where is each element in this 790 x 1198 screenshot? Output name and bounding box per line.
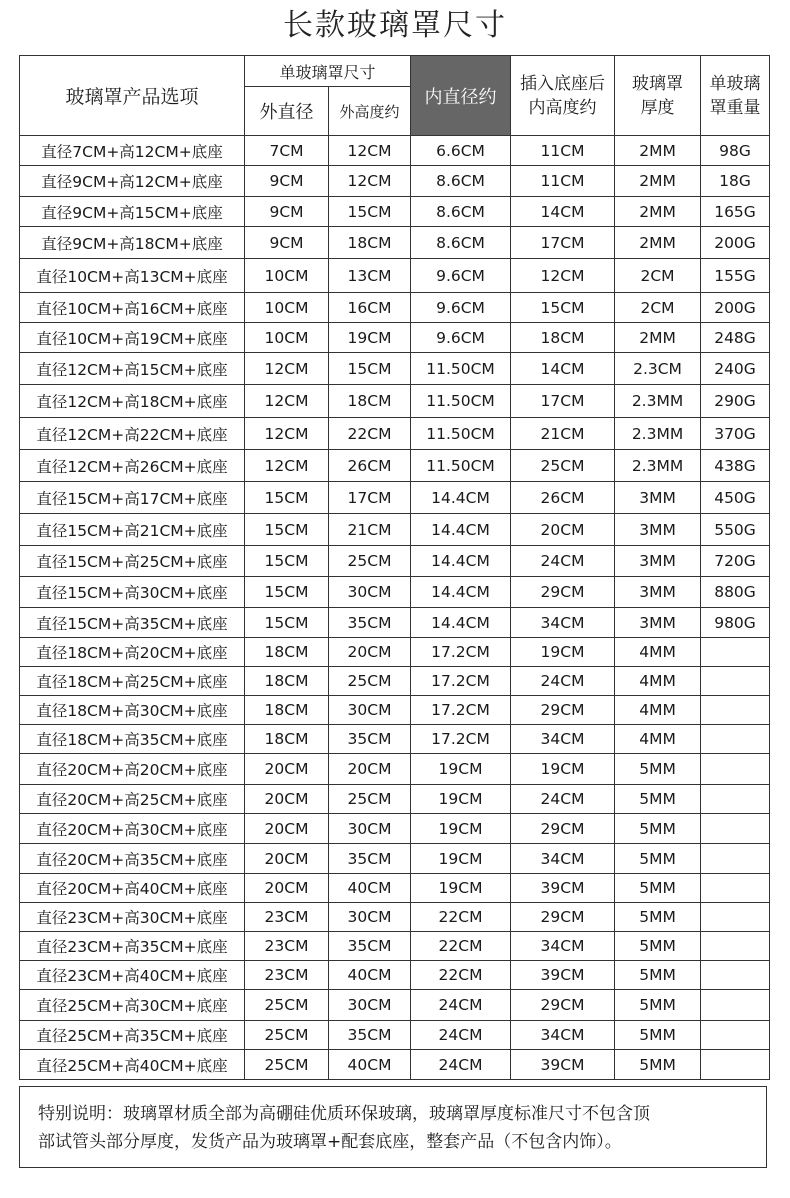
header-single-size: 单玻璃罩尺寸 (245, 56, 411, 87)
product-cell: 直径12CM+高18CM+底座 (20, 385, 245, 418)
inner-height-cell: 14CM (511, 353, 615, 385)
outer-height-cell: 20CM (329, 638, 411, 667)
outer-diameter-cell: 20CM (245, 754, 329, 785)
thickness-cell: 2MM (615, 197, 701, 227)
table-row (20, 227, 770, 259)
table-row (20, 932, 770, 961)
outer-height-cell: 30CM (329, 990, 411, 1021)
inner-diameter-cell: 6.6CM (411, 136, 511, 166)
inner-diameter-cell: 22CM (411, 903, 511, 932)
thickness-cell: 2MM (615, 227, 701, 259)
thickness-cell: 3MM (615, 546, 701, 577)
inner-height-cell: 29CM (511, 990, 615, 1021)
weight-cell: 880G (701, 577, 770, 608)
table-row (20, 514, 770, 546)
thickness-cell: 3MM (615, 608, 701, 638)
inner-height-cell: 24CM (511, 785, 615, 814)
outer-height-cell: 35CM (329, 932, 411, 961)
weight-cell: 155G (701, 259, 770, 293)
weight-cell: 370G (701, 418, 770, 450)
outer-diameter-cell: 10CM (245, 323, 329, 353)
weight-cell (701, 961, 770, 990)
table-row (20, 990, 770, 1021)
note-line-2: 部试管头部分厚度，发货产品为玻璃罩+配套底座，整套产品（不包含内饰）。 (38, 1132, 622, 1152)
size-table (19, 55, 770, 1080)
product-cell: 直径15CM+高30CM+底座 (20, 577, 245, 608)
inner-height-cell: 24CM (511, 546, 615, 577)
table-row (20, 785, 770, 814)
table-row (20, 903, 770, 932)
special-note (19, 1086, 767, 1168)
inner-height-cell: 15CM (511, 293, 615, 323)
thickness-cell: 5MM (615, 932, 701, 961)
outer-height-cell: 22CM (329, 418, 411, 450)
outer-diameter-cell: 15CM (245, 514, 329, 546)
table-row (20, 754, 770, 785)
inner-diameter-cell: 11.50CM (411, 353, 511, 385)
weight-cell (701, 814, 770, 844)
table-row (20, 667, 770, 696)
outer-height-cell: 35CM (329, 608, 411, 638)
product-cell: 直径10CM+高13CM+底座 (20, 259, 245, 293)
product-cell: 直径25CM+高35CM+底座 (20, 1021, 245, 1050)
outer-height-cell: 35CM (329, 725, 411, 754)
outer-diameter-cell: 12CM (245, 385, 329, 418)
inner-diameter-cell: 17.2CM (411, 667, 511, 696)
weight-cell: 290G (701, 385, 770, 418)
weight-cell: 240G (701, 353, 770, 385)
inner-diameter-cell: 8.6CM (411, 197, 511, 227)
header-row-top (20, 56, 770, 87)
weight-cell (701, 844, 770, 874)
product-cell: 直径23CM+高30CM+底座 (20, 903, 245, 932)
thickness-cell: 4MM (615, 667, 701, 696)
inner-diameter-cell: 19CM (411, 844, 511, 874)
product-cell: 直径9CM+高15CM+底座 (20, 197, 245, 227)
inner-diameter-cell: 24CM (411, 1021, 511, 1050)
product-cell: 直径15CM+高25CM+底座 (20, 546, 245, 577)
table-row (20, 385, 770, 418)
product-cell: 直径20CM+高25CM+底座 (20, 785, 245, 814)
inner-diameter-cell: 8.6CM (411, 166, 511, 197)
outer-height-cell: 17CM (329, 482, 411, 514)
outer-height-cell: 15CM (329, 353, 411, 385)
outer-height-cell: 12CM (329, 166, 411, 197)
thickness-cell: 4MM (615, 696, 701, 725)
outer-height-cell: 40CM (329, 874, 411, 903)
inner-diameter-cell: 9.6CM (411, 293, 511, 323)
product-cell: 直径23CM+高40CM+底座 (20, 961, 245, 990)
table-row (20, 961, 770, 990)
thickness-cell: 5MM (615, 990, 701, 1021)
weight-cell: 18G (701, 166, 770, 197)
inner-diameter-cell: 11.50CM (411, 418, 511, 450)
inner-height-cell: 29CM (511, 903, 615, 932)
inner-diameter-cell: 14.4CM (411, 546, 511, 577)
outer-height-cell: 13CM (329, 259, 411, 293)
inner-height-cell: 19CM (511, 754, 615, 785)
thickness-cell: 2CM (615, 293, 701, 323)
product-cell: 直径12CM+高22CM+底座 (20, 418, 245, 450)
header-outer-diameter: 外直径 (245, 87, 329, 136)
product-cell: 直径9CM+高18CM+底座 (20, 227, 245, 259)
thickness-cell: 2MM (615, 166, 701, 197)
outer-height-cell: 30CM (329, 696, 411, 725)
outer-diameter-cell: 18CM (245, 667, 329, 696)
thickness-cell: 5MM (615, 814, 701, 844)
inner-diameter-cell: 14.4CM (411, 482, 511, 514)
outer-height-cell: 35CM (329, 1021, 411, 1050)
inner-height-cell: 34CM (511, 932, 615, 961)
thickness-cell: 4MM (615, 725, 701, 754)
header-inner-height (511, 56, 615, 136)
inner-diameter-cell: 17.2CM (411, 696, 511, 725)
thickness-cell: 2CM (615, 259, 701, 293)
inner-diameter-cell: 8.6CM (411, 227, 511, 259)
table-row (20, 353, 770, 385)
product-cell: 直径20CM+高20CM+底座 (20, 754, 245, 785)
outer-diameter-cell: 9CM (245, 166, 329, 197)
inner-height-cell: 17CM (511, 227, 615, 259)
table-row (20, 293, 770, 323)
inner-height-cell: 34CM (511, 1021, 615, 1050)
header-weight (701, 56, 770, 136)
weight-cell: 165G (701, 197, 770, 227)
outer-diameter-cell: 12CM (245, 450, 329, 482)
thickness-cell: 2MM (615, 323, 701, 353)
thickness-cell: 3MM (615, 514, 701, 546)
inner-diameter-cell: 9.6CM (411, 323, 511, 353)
header-weight-line1: 单玻璃 (709, 73, 761, 94)
table-row (20, 197, 770, 227)
table-row (20, 638, 770, 667)
table-row (20, 696, 770, 725)
outer-height-cell: 30CM (329, 903, 411, 932)
table-row (20, 450, 770, 482)
header-thickness-line2: 厚度 (640, 97, 675, 118)
table-body (20, 136, 770, 1080)
weight-cell (701, 1050, 770, 1080)
outer-diameter-cell: 12CM (245, 418, 329, 450)
product-cell: 直径20CM+高35CM+底座 (20, 844, 245, 874)
outer-diameter-cell: 18CM (245, 638, 329, 667)
table-row (20, 814, 770, 844)
outer-height-cell: 19CM (329, 323, 411, 353)
outer-diameter-cell: 9CM (245, 227, 329, 259)
table-row (20, 725, 770, 754)
weight-cell: 438G (701, 450, 770, 482)
inner-height-cell: 11CM (511, 166, 615, 197)
inner-height-cell: 39CM (511, 874, 615, 903)
product-cell: 直径12CM+高15CM+底座 (20, 353, 245, 385)
thickness-cell: 5MM (615, 1050, 701, 1080)
thickness-cell: 5MM (615, 785, 701, 814)
outer-height-cell: 26CM (329, 450, 411, 482)
table-row (20, 608, 770, 638)
thickness-cell: 2.3MM (615, 418, 701, 450)
weight-cell: 200G (701, 227, 770, 259)
outer-diameter-cell: 18CM (245, 725, 329, 754)
outer-height-cell: 15CM (329, 197, 411, 227)
outer-diameter-cell: 12CM (245, 353, 329, 385)
outer-height-cell: 40CM (329, 961, 411, 990)
inner-height-cell: 29CM (511, 577, 615, 608)
table-row (20, 874, 770, 903)
outer-height-cell: 12CM (329, 136, 411, 166)
thickness-cell: 2MM (615, 136, 701, 166)
table-row (20, 482, 770, 514)
outer-diameter-cell: 23CM (245, 903, 329, 932)
weight-cell (701, 990, 770, 1021)
inner-height-cell: 17CM (511, 385, 615, 418)
outer-height-cell: 21CM (329, 514, 411, 546)
inner-height-cell: 34CM (511, 608, 615, 638)
inner-height-cell: 34CM (511, 844, 615, 874)
outer-height-cell: 18CM (329, 385, 411, 418)
outer-height-cell: 25CM (329, 667, 411, 696)
outer-height-cell: 25CM (329, 785, 411, 814)
inner-diameter-cell: 22CM (411, 932, 511, 961)
inner-height-cell: 29CM (511, 814, 615, 844)
outer-height-cell: 16CM (329, 293, 411, 323)
weight-cell (701, 932, 770, 961)
inner-height-cell: 12CM (511, 259, 615, 293)
table-row (20, 166, 770, 197)
product-cell: 直径23CM+高35CM+底座 (20, 932, 245, 961)
product-cell: 直径18CM+高20CM+底座 (20, 638, 245, 667)
product-cell: 直径18CM+高25CM+底座 (20, 667, 245, 696)
thickness-cell: 5MM (615, 961, 701, 990)
thickness-cell: 4MM (615, 638, 701, 667)
outer-diameter-cell: 20CM (245, 844, 329, 874)
outer-height-cell: 20CM (329, 754, 411, 785)
note-line-1: 特别说明：玻璃罩材质全部为高硼硅优质环保玻璃，玻璃罩厚度标准尺寸不包含顶 (38, 1104, 650, 1124)
outer-diameter-cell: 20CM (245, 814, 329, 844)
table-row (20, 577, 770, 608)
thickness-cell: 5MM (615, 903, 701, 932)
product-cell: 直径18CM+高30CM+底座 (20, 696, 245, 725)
inner-height-cell: 19CM (511, 638, 615, 667)
outer-diameter-cell: 15CM (245, 577, 329, 608)
inner-diameter-cell: 19CM (411, 754, 511, 785)
inner-height-cell: 29CM (511, 696, 615, 725)
table-row (20, 136, 770, 166)
inner-height-cell: 24CM (511, 667, 615, 696)
header-product: 玻璃罩产品选项 (20, 56, 245, 136)
outer-height-cell: 18CM (329, 227, 411, 259)
thickness-cell: 3MM (615, 577, 701, 608)
table-row (20, 546, 770, 577)
inner-diameter-cell: 14.4CM (411, 577, 511, 608)
outer-diameter-cell: 23CM (245, 932, 329, 961)
inner-diameter-cell: 14.4CM (411, 514, 511, 546)
weight-cell: 98G (701, 136, 770, 166)
product-cell: 直径15CM+高17CM+底座 (20, 482, 245, 514)
outer-diameter-cell: 9CM (245, 197, 329, 227)
product-cell: 直径20CM+高30CM+底座 (20, 814, 245, 844)
product-cell: 直径15CM+高35CM+底座 (20, 608, 245, 638)
weight-cell (701, 785, 770, 814)
product-cell: 直径12CM+高26CM+底座 (20, 450, 245, 482)
weight-cell (701, 638, 770, 667)
inner-height-cell: 39CM (511, 1050, 615, 1080)
thickness-cell: 3MM (615, 482, 701, 514)
outer-diameter-cell: 15CM (245, 482, 329, 514)
page-title: 长款玻璃罩尺寸 (283, 8, 507, 43)
product-cell: 直径10CM+高19CM+底座 (20, 323, 245, 353)
weight-cell (701, 667, 770, 696)
inner-height-cell: 18CM (511, 323, 615, 353)
header-thickness (615, 56, 701, 136)
outer-diameter-cell: 10CM (245, 259, 329, 293)
weight-cell: 550G (701, 514, 770, 546)
header-weight-line2: 罩重量 (709, 97, 761, 118)
outer-diameter-cell: 15CM (245, 608, 329, 638)
header-inner-diameter: 内直径约 (411, 56, 511, 136)
product-cell: 直径10CM+高16CM+底座 (20, 293, 245, 323)
thickness-cell: 2.3CM (615, 353, 701, 385)
table-row (20, 418, 770, 450)
outer-diameter-cell: 20CM (245, 785, 329, 814)
inner-height-cell: 11CM (511, 136, 615, 166)
inner-height-cell: 21CM (511, 418, 615, 450)
outer-diameter-cell: 20CM (245, 874, 329, 903)
header-inner-height-line2: 内高度约 (528, 97, 597, 118)
product-cell: 直径20CM+高40CM+底座 (20, 874, 245, 903)
product-cell: 直径25CM+高30CM+底座 (20, 990, 245, 1021)
outer-height-cell: 30CM (329, 814, 411, 844)
weight-cell (701, 874, 770, 903)
thickness-cell: 5MM (615, 874, 701, 903)
outer-diameter-cell: 15CM (245, 546, 329, 577)
product-cell: 直径9CM+高12CM+底座 (20, 166, 245, 197)
inner-diameter-cell: 19CM (411, 874, 511, 903)
inner-diameter-cell: 11.50CM (411, 385, 511, 418)
table-row (20, 1050, 770, 1080)
inner-diameter-cell: 22CM (411, 961, 511, 990)
header-inner-height-line1: 插入底座后 (520, 73, 606, 94)
product-cell: 直径25CM+高40CM+底座 (20, 1050, 245, 1080)
thickness-cell: 2.3MM (615, 450, 701, 482)
inner-height-cell: 25CM (511, 450, 615, 482)
outer-height-cell: 30CM (329, 577, 411, 608)
inner-diameter-cell: 14.4CM (411, 608, 511, 638)
inner-diameter-cell: 17.2CM (411, 725, 511, 754)
inner-diameter-cell: 24CM (411, 990, 511, 1021)
inner-height-cell: 14CM (511, 197, 615, 227)
product-cell: 直径15CM+高21CM+底座 (20, 514, 245, 546)
outer-diameter-cell: 10CM (245, 293, 329, 323)
outer-height-cell: 25CM (329, 546, 411, 577)
outer-diameter-cell: 23CM (245, 961, 329, 990)
thickness-cell: 5MM (615, 754, 701, 785)
outer-diameter-cell: 7CM (245, 136, 329, 166)
inner-diameter-cell: 9.6CM (411, 259, 511, 293)
header-outer-height: 外高度约 (329, 87, 411, 136)
weight-cell: 720G (701, 546, 770, 577)
weight-cell (701, 696, 770, 725)
outer-diameter-cell: 18CM (245, 696, 329, 725)
table-row (20, 259, 770, 293)
weight-cell: 980G (701, 608, 770, 638)
inner-height-cell: 34CM (511, 725, 615, 754)
product-cell: 直径18CM+高35CM+底座 (20, 725, 245, 754)
header-thickness-line1: 玻璃罩 (632, 73, 684, 94)
inner-height-cell: 20CM (511, 514, 615, 546)
weight-cell (701, 725, 770, 754)
table-row (20, 323, 770, 353)
table-row (20, 844, 770, 874)
weight-cell: 248G (701, 323, 770, 353)
inner-diameter-cell: 24CM (411, 1050, 511, 1080)
weight-cell (701, 754, 770, 785)
inner-height-cell: 26CM (511, 482, 615, 514)
outer-diameter-cell: 25CM (245, 1021, 329, 1050)
thickness-cell: 5MM (615, 844, 701, 874)
outer-height-cell: 40CM (329, 1050, 411, 1080)
inner-diameter-cell: 11.50CM (411, 450, 511, 482)
weight-cell: 200G (701, 293, 770, 323)
inner-diameter-cell: 17.2CM (411, 638, 511, 667)
outer-height-cell: 35CM (329, 844, 411, 874)
inner-diameter-cell: 19CM (411, 814, 511, 844)
inner-height-cell: 39CM (511, 961, 615, 990)
outer-diameter-cell: 25CM (245, 990, 329, 1021)
product-cell: 直径7CM+高12CM+底座 (20, 136, 245, 166)
table-row (20, 1021, 770, 1050)
weight-cell (701, 903, 770, 932)
weight-cell (701, 1021, 770, 1050)
thickness-cell: 5MM (615, 1021, 701, 1050)
inner-diameter-cell: 19CM (411, 785, 511, 814)
outer-diameter-cell: 25CM (245, 1050, 329, 1080)
thickness-cell: 2.3MM (615, 385, 701, 418)
weight-cell: 450G (701, 482, 770, 514)
